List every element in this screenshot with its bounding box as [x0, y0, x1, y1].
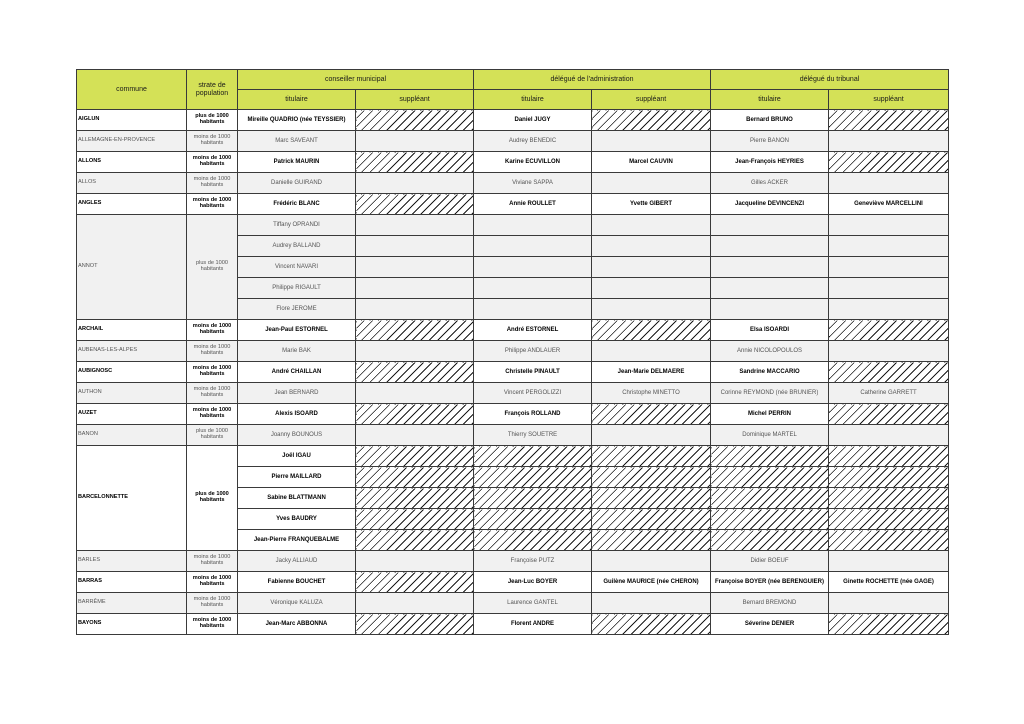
hatched-cell — [592, 614, 711, 635]
titulaire-cell: André ESTORNEL — [474, 320, 592, 341]
hatched-cell — [356, 404, 474, 425]
subheader-suppleant: suppléant — [829, 90, 949, 110]
hatched-cell — [592, 341, 711, 362]
table-row — [77, 194, 949, 215]
hatched-cell — [829, 236, 949, 257]
titulaire-cell: Vincent PERGOLIZZI — [474, 383, 592, 404]
hatched-cell — [356, 488, 474, 509]
suppleant-cell: Jean-Marie DELMAERE — [592, 362, 711, 383]
hatched-cell — [829, 131, 949, 152]
hatched-cell — [829, 530, 949, 551]
commune-cell: AUZET — [77, 404, 187, 425]
header-delegue-administration: délégué de l'administration — [474, 70, 711, 90]
table-row — [77, 320, 949, 341]
commune-cell: AUBENAS-LES-ALPES — [77, 341, 187, 362]
hatched-cell — [592, 299, 711, 320]
titulaire-cell: Karine ECUVILLON — [474, 152, 592, 173]
hatched-cell — [356, 509, 474, 530]
hatched-cell — [592, 488, 711, 509]
suppleant-cell: Catherine GARRETT — [829, 383, 949, 404]
commune-cell: ARCHAIL — [77, 320, 187, 341]
hatched-cell — [356, 362, 474, 383]
strate-cell: plus de 1000 habitants — [187, 446, 238, 551]
commune-cell: BARRAS — [77, 572, 187, 593]
titulaire-cell: Dominique MARTEL — [711, 425, 829, 446]
titulaire-cell: Thierry SOUETRE — [474, 425, 592, 446]
commune-cell: ANNOT — [77, 215, 187, 320]
table-row — [77, 341, 949, 362]
titulaire-cell: Danielle GUIRAND — [238, 173, 356, 194]
hatched-cell — [829, 215, 949, 236]
hatched-cell — [356, 110, 474, 131]
strate-cell: moins de 1000 habitants — [187, 593, 238, 614]
table-row — [77, 362, 949, 383]
commune-cell: BANON — [77, 425, 187, 446]
hatched-cell — [711, 467, 829, 488]
hatched-cell — [474, 215, 592, 236]
hatched-cell — [474, 509, 592, 530]
hatched-cell — [356, 593, 474, 614]
commune-cell: BARLES — [77, 551, 187, 572]
suppleant-cell: Geneviève MARCELLINI — [829, 194, 949, 215]
hatched-cell — [592, 215, 711, 236]
titulaire-cell: Mireille QUADRIO (née TEYSSIER) — [238, 110, 356, 131]
table-row — [77, 110, 949, 131]
header-conseiller-municipal: conseiller municipal — [238, 70, 474, 90]
hatched-cell — [474, 467, 592, 488]
hatched-cell — [829, 299, 949, 320]
titulaire-cell: Sandrine MACCARIO — [711, 362, 829, 383]
strate-cell: moins de 1000 habitants — [187, 131, 238, 152]
strate-cell: moins de 1000 habitants — [187, 551, 238, 572]
hatched-cell — [356, 614, 474, 635]
hatched-cell — [356, 278, 474, 299]
titulaire-cell: Corinne REYMOND (née BRUNIER) — [711, 383, 829, 404]
hatched-cell — [711, 278, 829, 299]
hatched-cell — [356, 131, 474, 152]
hatched-cell — [592, 530, 711, 551]
titulaire-cell: Jean-Marc ABBONNA — [238, 614, 356, 635]
hatched-cell — [356, 299, 474, 320]
hatched-cell — [592, 509, 711, 530]
titulaire-cell: Alexis ISOARD — [238, 404, 356, 425]
hatched-cell — [356, 215, 474, 236]
hatched-cell — [592, 236, 711, 257]
hatched-cell — [829, 173, 949, 194]
strate-cell: moins de 1000 habitants — [187, 614, 238, 635]
strate-cell: moins de 1000 habitants — [187, 320, 238, 341]
titulaire-cell: Elsa ISOARDI — [711, 320, 829, 341]
table-row — [77, 614, 949, 635]
titulaire-cell: Pierre MAILLARD — [238, 467, 356, 488]
hatched-cell — [829, 425, 949, 446]
hatched-cell — [592, 257, 711, 278]
subheader-suppleant: suppléant — [356, 90, 474, 110]
titulaire-cell: Joanny BOUNOUS — [238, 425, 356, 446]
hatched-cell — [829, 404, 949, 425]
subheader-titulaire: titulaire — [711, 90, 829, 110]
titulaire-cell: Laurence GANTEL — [474, 593, 592, 614]
titulaire-cell: Jean-Pierre FRANQUEBALME — [238, 530, 356, 551]
titulaire-cell: Jacqueline DEVINCENZI — [711, 194, 829, 215]
hatched-cell — [592, 593, 711, 614]
suppleant-cell: Christophe MINETTO — [592, 383, 711, 404]
hatched-cell — [356, 152, 474, 173]
header-strate: strate de population — [187, 70, 238, 110]
header-delegue-tribunal: délégué du tribunal — [711, 70, 949, 90]
commune-cell: ALLOS — [77, 173, 187, 194]
titulaire-cell: Jean-François HEYRIES — [711, 152, 829, 173]
hatched-cell — [474, 236, 592, 257]
titulaire-cell: Michel PERRIN — [711, 404, 829, 425]
titulaire-cell: Philippe ANDLAUER — [474, 341, 592, 362]
strate-cell: moins de 1000 habitants — [187, 404, 238, 425]
titulaire-cell: Philippe RIGAULT — [238, 278, 356, 299]
titulaire-cell: Bernard BREMOND — [711, 593, 829, 614]
hatched-cell — [356, 320, 474, 341]
suppleant-cell: Marcel CAUVIN — [592, 152, 711, 173]
hatched-cell — [829, 341, 949, 362]
hatched-cell — [711, 446, 829, 467]
commune-cell: AIGLUN — [77, 110, 187, 131]
hatched-cell — [356, 257, 474, 278]
strate-cell: moins de 1000 habitants — [187, 572, 238, 593]
titulaire-cell: Séverine DENIER — [711, 614, 829, 635]
hatched-cell — [356, 551, 474, 572]
strate-cell: moins de 1000 habitants — [187, 341, 238, 362]
titulaire-cell: Françoise PUTZ — [474, 551, 592, 572]
hatched-cell — [829, 110, 949, 131]
hatched-cell — [592, 173, 711, 194]
subheader-titulaire: titulaire — [474, 90, 592, 110]
titulaire-cell: Didier BOEUF — [711, 551, 829, 572]
strate-cell: moins de 1000 habitants — [187, 173, 238, 194]
delegates-table — [76, 69, 949, 635]
titulaire-cell: Tiffany OPRANDI — [238, 215, 356, 236]
hatched-cell — [356, 530, 474, 551]
titulaire-cell: Yves BAUDRY — [238, 509, 356, 530]
hatched-cell — [829, 362, 949, 383]
strate-cell: moins de 1000 habitants — [187, 362, 238, 383]
table-row — [77, 551, 949, 572]
strate-cell: moins de 1000 habitants — [187, 383, 238, 404]
titulaire-cell: François ROLLAND — [474, 404, 592, 425]
subheader-titulaire: titulaire — [238, 90, 356, 110]
titulaire-cell: Véronique KALUZA — [238, 593, 356, 614]
titulaire-cell: Jean-Paul ESTORNEL — [238, 320, 356, 341]
titulaire-cell: Bernard BRUNO — [711, 110, 829, 131]
hatched-cell — [829, 257, 949, 278]
titulaire-cell: Annie NICOLOPOULOS — [711, 341, 829, 362]
titulaire-cell: Jean BERNARD — [238, 383, 356, 404]
titulaire-cell: Patrick MAURIN — [238, 152, 356, 173]
hatched-cell — [829, 152, 949, 173]
table-row — [77, 425, 949, 446]
hatched-cell — [829, 446, 949, 467]
table-row — [77, 572, 949, 593]
titulaire-cell: Fabienne BOUCHET — [238, 572, 356, 593]
titulaire-cell: Annie ROULLET — [474, 194, 592, 215]
commune-cell: ANGLES — [77, 194, 187, 215]
hatched-cell — [829, 488, 949, 509]
hatched-cell — [711, 530, 829, 551]
hatched-cell — [829, 593, 949, 614]
table-row — [77, 446, 949, 467]
commune-cell: BARRÊME — [77, 593, 187, 614]
suppleant-cell: Guilène MAURICE (née CHERON) — [592, 572, 711, 593]
strate-cell: moins de 1000 habitants — [187, 194, 238, 215]
hatched-cell — [711, 299, 829, 320]
table-row — [77, 152, 949, 173]
hatched-cell — [829, 467, 949, 488]
commune-cell: ALLONS — [77, 152, 187, 173]
hatched-cell — [711, 236, 829, 257]
hatched-cell — [711, 215, 829, 236]
hatched-cell — [711, 257, 829, 278]
suppleant-cell: Yvette GIBERT — [592, 194, 711, 215]
hatched-cell — [356, 425, 474, 446]
hatched-cell — [592, 320, 711, 341]
hatched-cell — [356, 572, 474, 593]
strate-cell: plus de 1000 habitants — [187, 110, 238, 131]
titulaire-cell: Flore JEROME — [238, 299, 356, 320]
titulaire-cell: Françoise BOYER (née BERENGUIER) — [711, 572, 829, 593]
titulaire-cell: Joël IGAU — [238, 446, 356, 467]
titulaire-cell: Jacky ALLIAUD — [238, 551, 356, 572]
titulaire-cell: Sabine BLATTMANN — [238, 488, 356, 509]
strate-cell: plus de 1000 habitants — [187, 215, 238, 320]
hatched-cell — [592, 551, 711, 572]
titulaire-cell: Marc SAVEANT — [238, 131, 356, 152]
hatched-cell — [474, 530, 592, 551]
table-body — [77, 110, 949, 635]
titulaire-cell: Audrey BALLAND — [238, 236, 356, 257]
titulaire-cell: Christelle PINAULT — [474, 362, 592, 383]
table-row — [77, 404, 949, 425]
hatched-cell — [356, 383, 474, 404]
hatched-cell — [829, 551, 949, 572]
hatched-cell — [356, 341, 474, 362]
strate-cell: moins de 1000 habitants — [187, 152, 238, 173]
hatched-cell — [474, 488, 592, 509]
hatched-cell — [592, 404, 711, 425]
hatched-cell — [592, 278, 711, 299]
subheader-suppleant: suppléant — [592, 90, 711, 110]
titulaire-cell: Audrey BENEDIC — [474, 131, 592, 152]
header-commune: commune — [77, 70, 187, 110]
titulaire-cell: André CHAILLAN — [238, 362, 356, 383]
titulaire-cell: Frédéric BLANC — [238, 194, 356, 215]
hatched-cell — [592, 446, 711, 467]
titulaire-cell: Vincent NAVARI — [238, 257, 356, 278]
suppleant-cell: Ginette ROCHETTE (née GAGE) — [829, 572, 949, 593]
titulaire-cell: Jean-Luc BOYER — [474, 572, 592, 593]
hatched-cell — [356, 446, 474, 467]
hatched-cell — [711, 509, 829, 530]
titulaire-cell: Daniel JUGY — [474, 110, 592, 131]
hatched-cell — [829, 509, 949, 530]
hatched-cell — [829, 614, 949, 635]
hatched-cell — [474, 299, 592, 320]
commune-cell: BARCELONNETTE — [77, 446, 187, 551]
hatched-cell — [592, 131, 711, 152]
hatched-cell — [356, 467, 474, 488]
table-row — [77, 383, 949, 404]
hatched-cell — [356, 236, 474, 257]
hatched-cell — [592, 467, 711, 488]
hatched-cell — [592, 425, 711, 446]
commune-cell: AUBIGNOSC — [77, 362, 187, 383]
titulaire-cell: Pierre BANON — [711, 131, 829, 152]
hatched-cell — [474, 257, 592, 278]
table-row — [77, 173, 949, 194]
commune-cell: AUTHON — [77, 383, 187, 404]
hatched-cell — [474, 446, 592, 467]
strate-cell: plus de 1000 habitants — [187, 425, 238, 446]
titulaire-cell: Florent ANDRE — [474, 614, 592, 635]
table-row — [77, 593, 949, 614]
titulaire-cell: Marie BAK — [238, 341, 356, 362]
hatched-cell — [474, 278, 592, 299]
hatched-cell — [711, 488, 829, 509]
hatched-cell — [356, 173, 474, 194]
commune-cell: ALLEMAGNE-EN-PROVENCE — [77, 131, 187, 152]
titulaire-cell: Gilles ACKER — [711, 173, 829, 194]
hatched-cell — [356, 194, 474, 215]
hatched-cell — [829, 278, 949, 299]
table-row — [77, 215, 949, 236]
table-row — [77, 131, 949, 152]
hatched-cell — [592, 110, 711, 131]
commune-cell: BAYONS — [77, 614, 187, 635]
hatched-cell — [829, 320, 949, 341]
titulaire-cell: Viviane SAPPA — [474, 173, 592, 194]
